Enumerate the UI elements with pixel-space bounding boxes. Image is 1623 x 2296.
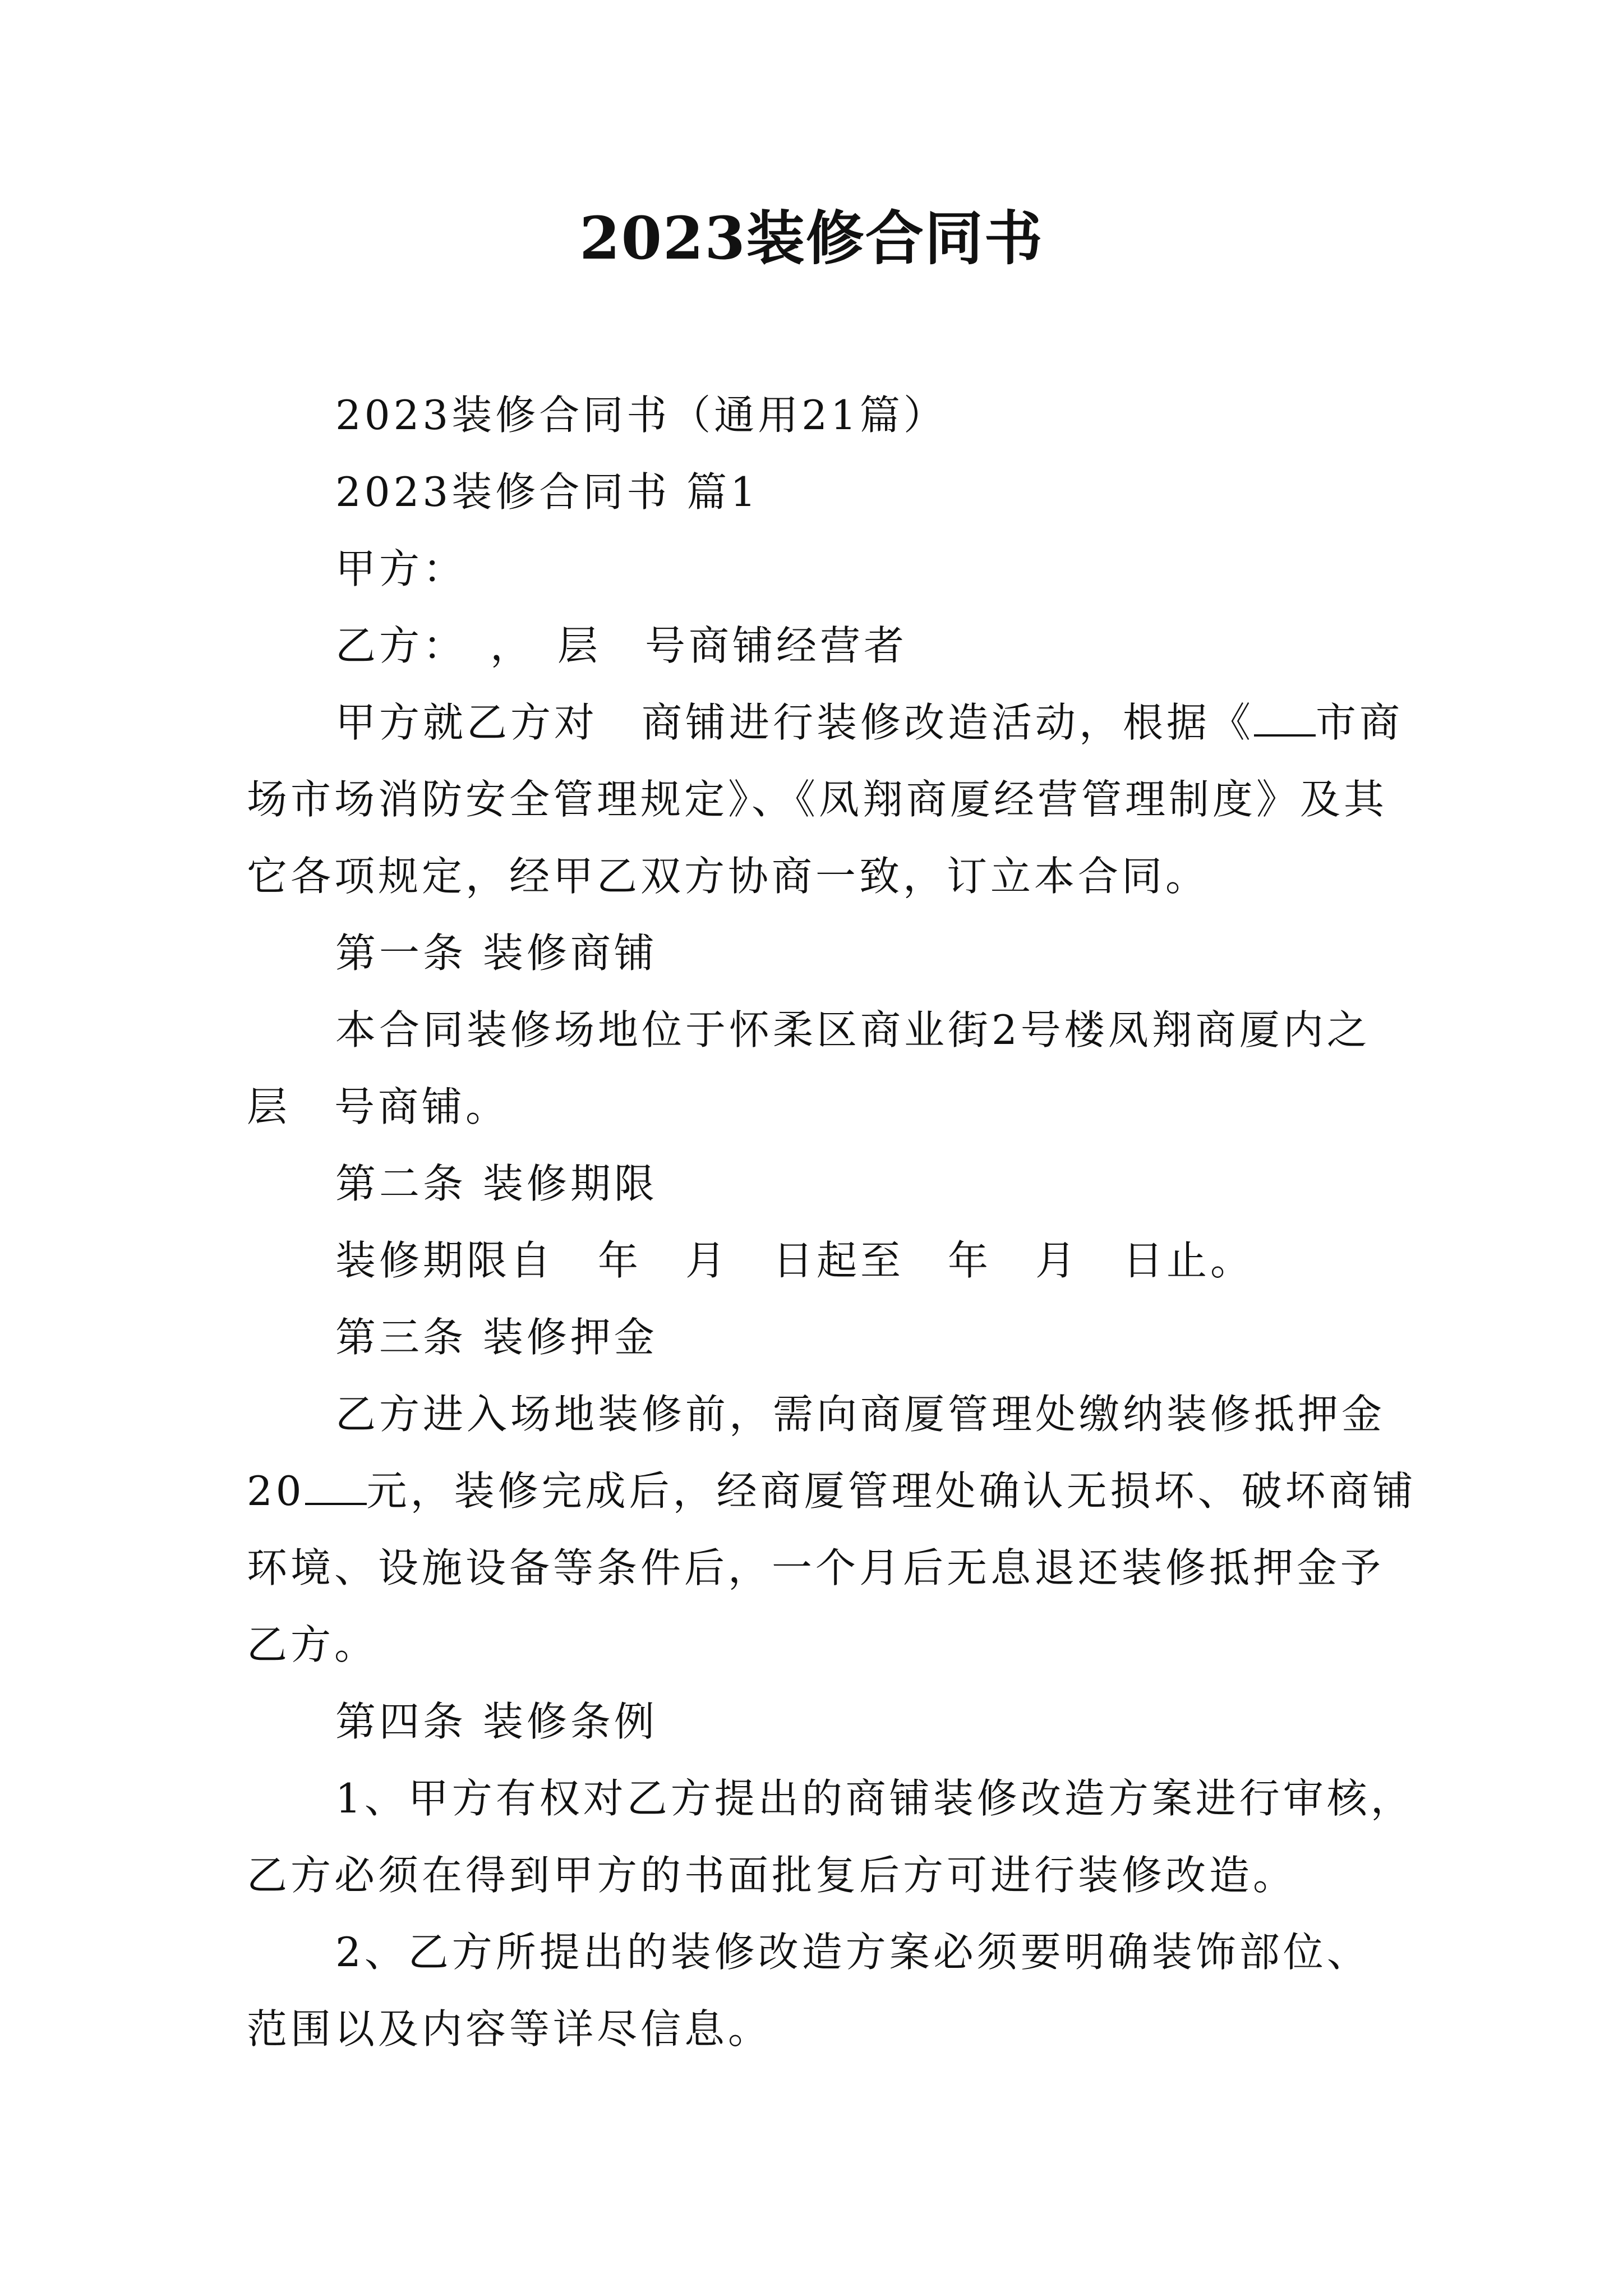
paragraph-text: 元，装修完成后，经商厦管理处确认无损坏、破坏商铺 [366,1467,1417,1515]
document-title: 2023装修合同书 [579,204,1044,273]
section-heading-pian1: 2023装修合同书 篇1 [335,468,759,516]
fill-in-blank [1254,701,1316,737]
paragraph-line: 乙方必须在得到甲方的书面批复后方可进行装修改造。 [247,1852,1297,1899]
article-heading: 第三条 装修押金 [335,1314,658,1361]
article-heading: 第一条 装修商铺 [335,930,658,977]
fill-in-blank [305,1469,367,1505]
paragraph-line [247,1466,1417,1516]
paragraph-line: 层 号商铺。 [247,1083,510,1130]
party-a-line: 甲方： [335,545,467,592]
paragraph-line: 它各项规定，经甲乙双方协商一致，订立本合同。 [247,853,1210,900]
paragraph-line: 场市场消防安全管理规定》、《凤翔商厦经营管理制度》及其 [247,776,1388,823]
paragraph-line: 范围以及内容等详尽信息。 [247,2005,772,2053]
article-heading: 第二条 装修期限 [335,1160,658,1207]
paragraph-text: 20 [247,1467,305,1515]
paragraph-line: 环境、设施设备等条件后，一个月后无息退还装修抵押金予 [247,1544,1385,1591]
paragraph-line: 本合同装修场地位于怀柔区商业街2号楼凤翔商厦内之 [335,1006,1371,1053]
paragraph-line: 装修期限自 年 月 日起至 年 月 日止。 [335,1237,1255,1284]
paragraph-line: 2、乙方所提出的装修改造方案必须要明确装饰部位、 [335,1929,1371,1976]
paragraph-line: 1、甲方有权对乙方提出的商铺装修改造方案进行审核， [335,1775,1414,1822]
subtitle-line: 2023装修合同书（通用21篇） [335,392,947,439]
paragraph-text: 市商 [1316,699,1404,746]
article-heading: 第四条 装修条例 [335,1698,658,1745]
paragraph-line: 乙方。 [247,1621,379,1668]
paragraph-line: 乙方进入场地装修前，需向商厦管理处缴纳装修抵押金 [335,1391,1386,1438]
paragraph-line [335,697,1403,748]
party-b-line: 乙方： ， 层 号商铺经营者 [335,622,908,669]
paragraph-text: 甲方就乙方对 商铺进行装修改造活动，根据《 [335,699,1255,746]
